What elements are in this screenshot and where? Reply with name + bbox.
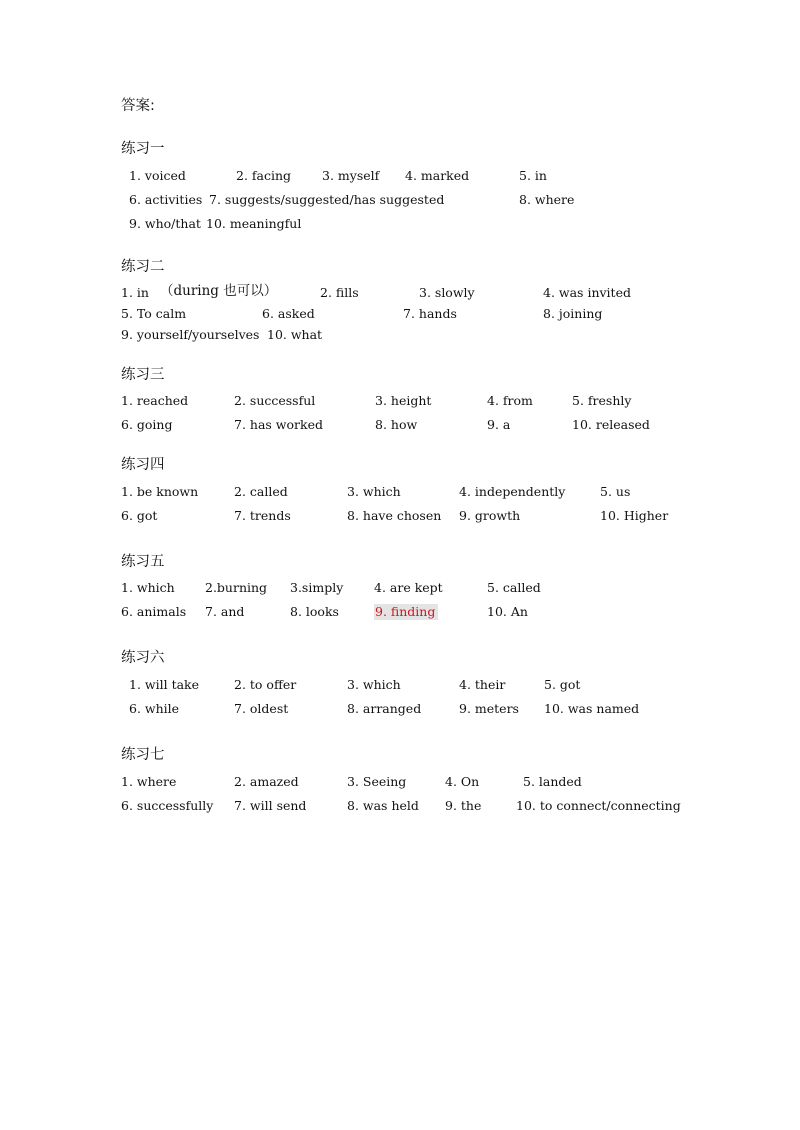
answer-item: 2.burning <box>205 580 268 595</box>
answer-item: 5. us <box>600 484 631 499</box>
answer-item: 3. slowly <box>419 285 475 300</box>
page-header: 答案: <box>121 98 155 114</box>
section-5-title: 练习五 <box>121 554 165 570</box>
answer-item: 4. On <box>445 774 480 789</box>
answer-item: 5. landed <box>523 774 582 789</box>
answer-item: 5. in <box>519 168 547 183</box>
answer-item: 9. yourself/yourselves <box>121 327 260 342</box>
answer-item: 6. activities <box>129 192 203 207</box>
answer-item: 1. will take <box>129 677 200 692</box>
highlighted-answer: 9. finding <box>374 604 438 620</box>
answer-item: 6. got <box>121 508 158 523</box>
answer-item: 1. reached <box>121 393 189 408</box>
answer-item: 10. what <box>267 327 323 342</box>
answer-note: （during 也可以） <box>160 283 278 299</box>
answer-item: 7. hands <box>403 306 457 321</box>
answer-item: 4. from <box>487 393 533 408</box>
answer-item: 3. height <box>375 393 432 408</box>
answer-item: 6. while <box>129 701 180 716</box>
answer-item: 3. Seeing <box>347 774 407 789</box>
answer-item: 5. freshly <box>572 393 632 408</box>
answer-item: 10. to connect/connecting <box>516 798 681 813</box>
answer-item: 7. suggests/suggested/has suggested <box>209 192 445 207</box>
answer-item: 8. have chosen <box>347 508 442 523</box>
answer-item: 6. successfully <box>121 798 214 813</box>
section-6-title: 练习六 <box>121 650 165 666</box>
answer-item: 8. joining <box>543 306 603 321</box>
section-3-title: 练习三 <box>121 367 165 383</box>
answer-item: 10. Higher <box>600 508 669 523</box>
answer-item: 4. marked <box>405 168 470 183</box>
answer-item: 8. was held <box>347 798 419 813</box>
answer-item: 1. in <box>121 285 149 300</box>
answer-item: 7. and <box>205 604 245 619</box>
answer-item: 3. myself <box>322 168 380 183</box>
answer-item: 1. where <box>121 774 177 789</box>
answer-item: 2. facing <box>236 168 292 183</box>
answer-item: 3.simply <box>290 580 344 595</box>
answer-item: 5. called <box>487 580 541 595</box>
answer-item: 1. be known <box>121 484 199 499</box>
answer-item: 7. will send <box>234 798 307 813</box>
answer-item: 7. oldest <box>234 701 289 716</box>
section-7-title: 练习七 <box>121 747 165 763</box>
answer-item: 5. To calm <box>121 306 187 321</box>
answer-item: 6. going <box>121 417 173 432</box>
section-4-title: 练习四 <box>121 457 165 473</box>
answer-item: 9. a <box>487 417 511 432</box>
answer-item: 10. released <box>572 417 650 432</box>
answer-item: 8. how <box>375 417 418 432</box>
answer-item: 2. to offer <box>234 677 297 692</box>
answer-item: 10. was named <box>544 701 640 716</box>
answer-item: 5. got <box>544 677 581 692</box>
answer-item: 2. called <box>234 484 288 499</box>
answer-item: 10. An <box>487 604 528 619</box>
section-2-title: 练习二 <box>121 259 165 275</box>
answer-item: 2. successful <box>234 393 316 408</box>
answer-item: 4. their <box>459 677 506 692</box>
answer-item: 2. amazed <box>234 774 299 789</box>
section-1-title: 练习一 <box>121 141 165 157</box>
answer-item: 9. growth <box>459 508 521 523</box>
answer-item: 1. which <box>121 580 175 595</box>
answer-item: 8. arranged <box>347 701 422 716</box>
answer-item: 9. meters <box>459 701 519 716</box>
answer-item: 2. fills <box>320 285 359 300</box>
answer-item: 4. was invited <box>543 285 631 300</box>
answer-item: 1. voiced <box>129 168 186 183</box>
answer-item: 8. looks <box>290 604 339 619</box>
answer-item: 4. are kept <box>374 580 443 595</box>
answer-item: 6. animals <box>121 604 187 619</box>
answer-item: 9. the <box>445 798 482 813</box>
answer-item: 10. meaningful <box>206 216 302 231</box>
answer-item: 7. has worked <box>234 417 323 432</box>
answer-item: 8. where <box>519 192 575 207</box>
answer-item: 9. who/that <box>129 216 201 231</box>
answer-item: 3. which <box>347 677 401 692</box>
answer-item: 4. independently <box>459 484 566 499</box>
answer-item: 7. trends <box>234 508 291 523</box>
answer-item: 6. asked <box>262 306 315 321</box>
answer-item: 3. which <box>347 484 401 499</box>
